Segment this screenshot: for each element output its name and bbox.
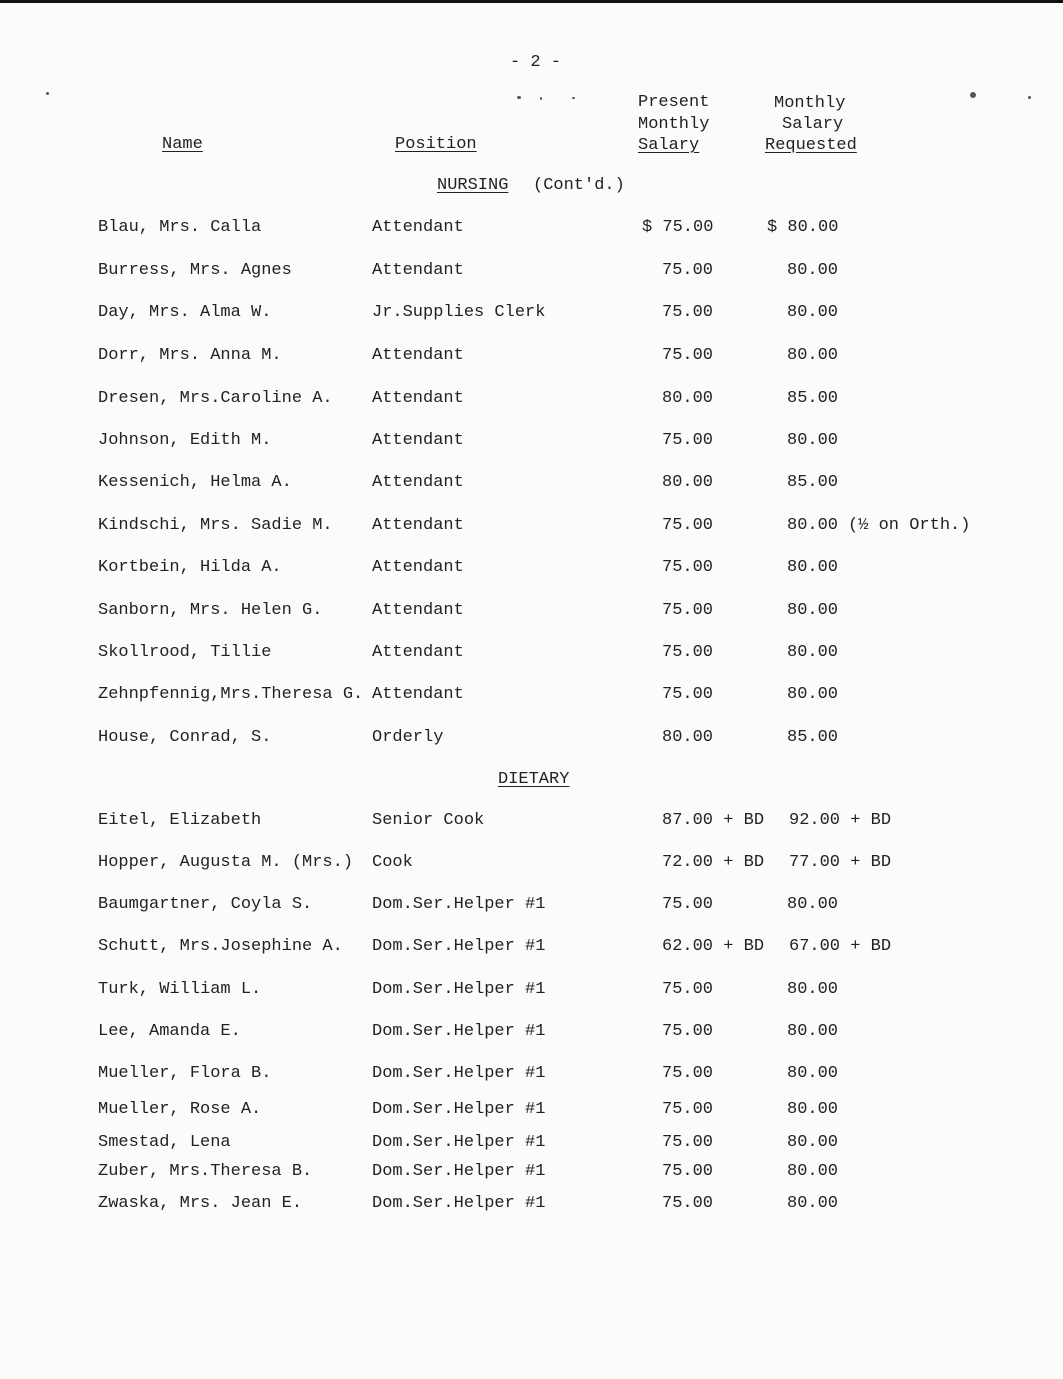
row-requested-salary: 80.00 — [787, 1100, 839, 1119]
scan-speck — [970, 92, 976, 98]
row-requested-salary: 77.00 + BD — [789, 853, 892, 872]
row-present-salary: 75.00 — [662, 895, 714, 914]
row-position: Dom.Ser.Helper #1 — [372, 937, 546, 956]
row-requested-salary: 80.00 — [787, 601, 839, 620]
row-position: Attendant — [372, 643, 464, 662]
row-position: Dom.Ser.Helper #1 — [372, 1100, 546, 1119]
row-position: Jr.Supplies Clerk — [372, 303, 546, 322]
row-requested-salary: 80.00 — [787, 431, 839, 450]
row-present-salary: 75.00 — [662, 1162, 714, 1181]
row-position: Attendant — [372, 431, 464, 450]
section-dietary-title: DIETARY — [498, 770, 570, 789]
row-requested-salary: 92.00 + BD — [789, 811, 892, 830]
row-requested-salary: 80.00 — [787, 643, 839, 662]
row-requested-salary: 80.00 — [787, 980, 839, 999]
row-present-salary: 75.00 — [662, 1100, 714, 1119]
header-present-line3: Salary — [638, 136, 700, 155]
row-position: Attendant — [372, 261, 464, 280]
row-present-salary: 75.00 — [662, 558, 714, 577]
row-position: Dom.Ser.Helper #1 — [372, 1162, 546, 1181]
header-requested-line3: Requested — [765, 136, 857, 155]
row-name: Johnson, Edith M. — [98, 431, 272, 450]
row-position: Attendant — [372, 473, 464, 492]
row-present-salary: 80.00 — [662, 473, 714, 492]
header-present-line1: Present — [638, 93, 710, 112]
row-position: Dom.Ser.Helper #1 — [372, 1022, 546, 1041]
row-position: Cook — [372, 853, 413, 872]
row-requested-salary: 85.00 — [787, 473, 839, 492]
row-name: Dresen, Mrs.Caroline A. — [98, 389, 333, 408]
row-present-salary: 87.00 + BD — [662, 811, 765, 830]
row-name: Sanborn, Mrs. Helen G. — [98, 601, 323, 620]
row-name: Kessenich, Helma A. — [98, 473, 292, 492]
page-number: - 2 - — [510, 53, 562, 72]
row-name: Smestad, Lena — [98, 1133, 231, 1152]
row-requested-salary: 80.00 — [787, 558, 839, 577]
row-present-salary: 75.00 — [662, 516, 714, 535]
row-present-salary: 75.00 — [662, 261, 714, 280]
header-requested-line2: Salary — [782, 115, 844, 134]
scan-speck — [46, 92, 49, 95]
row-name: Burress, Mrs. Agnes — [98, 261, 292, 280]
row-requested-salary: 80.00 — [787, 1194, 839, 1213]
row-name: Zehnpfennig,Mrs.Theresa G. — [98, 685, 364, 704]
row-present-salary: $ 75.00 — [642, 218, 714, 237]
row-present-salary: 75.00 — [662, 1194, 714, 1213]
row-present-salary: 75.00 — [662, 1022, 714, 1041]
row-name: Skollrood, Tillie — [98, 643, 272, 662]
section-nursing-suffix: (Cont'd.) — [533, 176, 625, 195]
row-requested-salary: 80.00 — [787, 346, 839, 365]
row-position: Attendant — [372, 558, 464, 577]
row-note: (½ on Orth.) — [848, 516, 971, 535]
row-present-salary: 75.00 — [662, 303, 714, 322]
row-name: Mueller, Flora B. — [98, 1064, 272, 1083]
row-name: Turk, William L. — [98, 980, 262, 999]
row-position: Dom.Ser.Helper #1 — [372, 1194, 546, 1213]
row-position: Attendant — [372, 516, 464, 535]
row-name: Schutt, Mrs.Josephine A. — [98, 937, 343, 956]
row-name: Hopper, Augusta M. (Mrs.) — [98, 853, 354, 872]
scan-speck — [517, 96, 521, 99]
row-name: Zwaska, Mrs. Jean E. — [98, 1194, 303, 1213]
row-present-salary: 72.00 + BD — [662, 853, 765, 872]
row-name: Kindschi, Mrs. Sadie M. — [98, 516, 333, 535]
scan-speck — [540, 97, 542, 100]
scan-speck — [1028, 96, 1031, 99]
row-present-salary: 75.00 — [662, 1064, 714, 1083]
row-requested-salary: 80.00 — [787, 516, 839, 535]
row-requested-salary: 80.00 — [787, 303, 839, 322]
header-name: Name — [162, 135, 203, 154]
row-requested-salary: $ 80.00 — [767, 218, 839, 237]
row-requested-salary: 80.00 — [787, 1133, 839, 1152]
row-name: Baumgartner, Coyla S. — [98, 895, 313, 914]
row-name: Dorr, Mrs. Anna M. — [98, 346, 282, 365]
page-top-edge — [0, 0, 1063, 3]
row-present-salary: 75.00 — [662, 980, 714, 999]
row-position: Attendant — [372, 218, 464, 237]
header-requested-line1: Monthly — [774, 94, 846, 113]
row-position: Attendant — [372, 685, 464, 704]
row-name: Mueller, Rose A. — [98, 1100, 262, 1119]
row-position: Dom.Ser.Helper #1 — [372, 1064, 546, 1083]
row-requested-salary: 80.00 — [787, 1064, 839, 1083]
row-position: Senior Cook — [372, 811, 485, 830]
scan-speck — [572, 97, 575, 99]
row-requested-salary: 85.00 — [787, 389, 839, 408]
row-present-salary: 75.00 — [662, 643, 714, 662]
row-present-salary: 80.00 — [662, 728, 714, 747]
row-name: Kortbein, Hilda A. — [98, 558, 282, 577]
row-name: Zuber, Mrs.Theresa B. — [98, 1162, 313, 1181]
row-position: Attendant — [372, 346, 464, 365]
row-name: Day, Mrs. Alma W. — [98, 303, 272, 322]
row-position: Orderly — [372, 728, 444, 747]
row-present-salary: 62.00 + BD — [662, 937, 765, 956]
row-position: Attendant — [372, 601, 464, 620]
row-present-salary: 80.00 — [662, 389, 714, 408]
row-name: Blau, Mrs. Calla — [98, 218, 262, 237]
row-requested-salary: 80.00 — [787, 1022, 839, 1041]
row-position: Attendant — [372, 389, 464, 408]
row-name: Eitel, Elizabeth — [98, 811, 262, 830]
row-requested-salary: 80.00 — [787, 685, 839, 704]
row-present-salary: 75.00 — [662, 346, 714, 365]
row-present-salary: 75.00 — [662, 431, 714, 450]
row-present-salary: 75.00 — [662, 685, 714, 704]
row-requested-salary: 80.00 — [787, 895, 839, 914]
row-requested-salary: 80.00 — [787, 261, 839, 280]
row-name: House, Conrad, S. — [98, 728, 272, 747]
row-requested-salary: 67.00 + BD — [789, 937, 892, 956]
row-present-salary: 75.00 — [662, 1133, 714, 1152]
header-position: Position — [395, 135, 477, 154]
row-position: Dom.Ser.Helper #1 — [372, 1133, 546, 1152]
section-nursing-title: NURSING — [437, 176, 509, 195]
row-present-salary: 75.00 — [662, 601, 714, 620]
row-position: Dom.Ser.Helper #1 — [372, 895, 546, 914]
row-name: Lee, Amanda E. — [98, 1022, 241, 1041]
header-present-line2: Monthly — [638, 115, 710, 134]
row-requested-salary: 80.00 — [787, 1162, 839, 1181]
row-position: Dom.Ser.Helper #1 — [372, 980, 546, 999]
row-requested-salary: 85.00 — [787, 728, 839, 747]
